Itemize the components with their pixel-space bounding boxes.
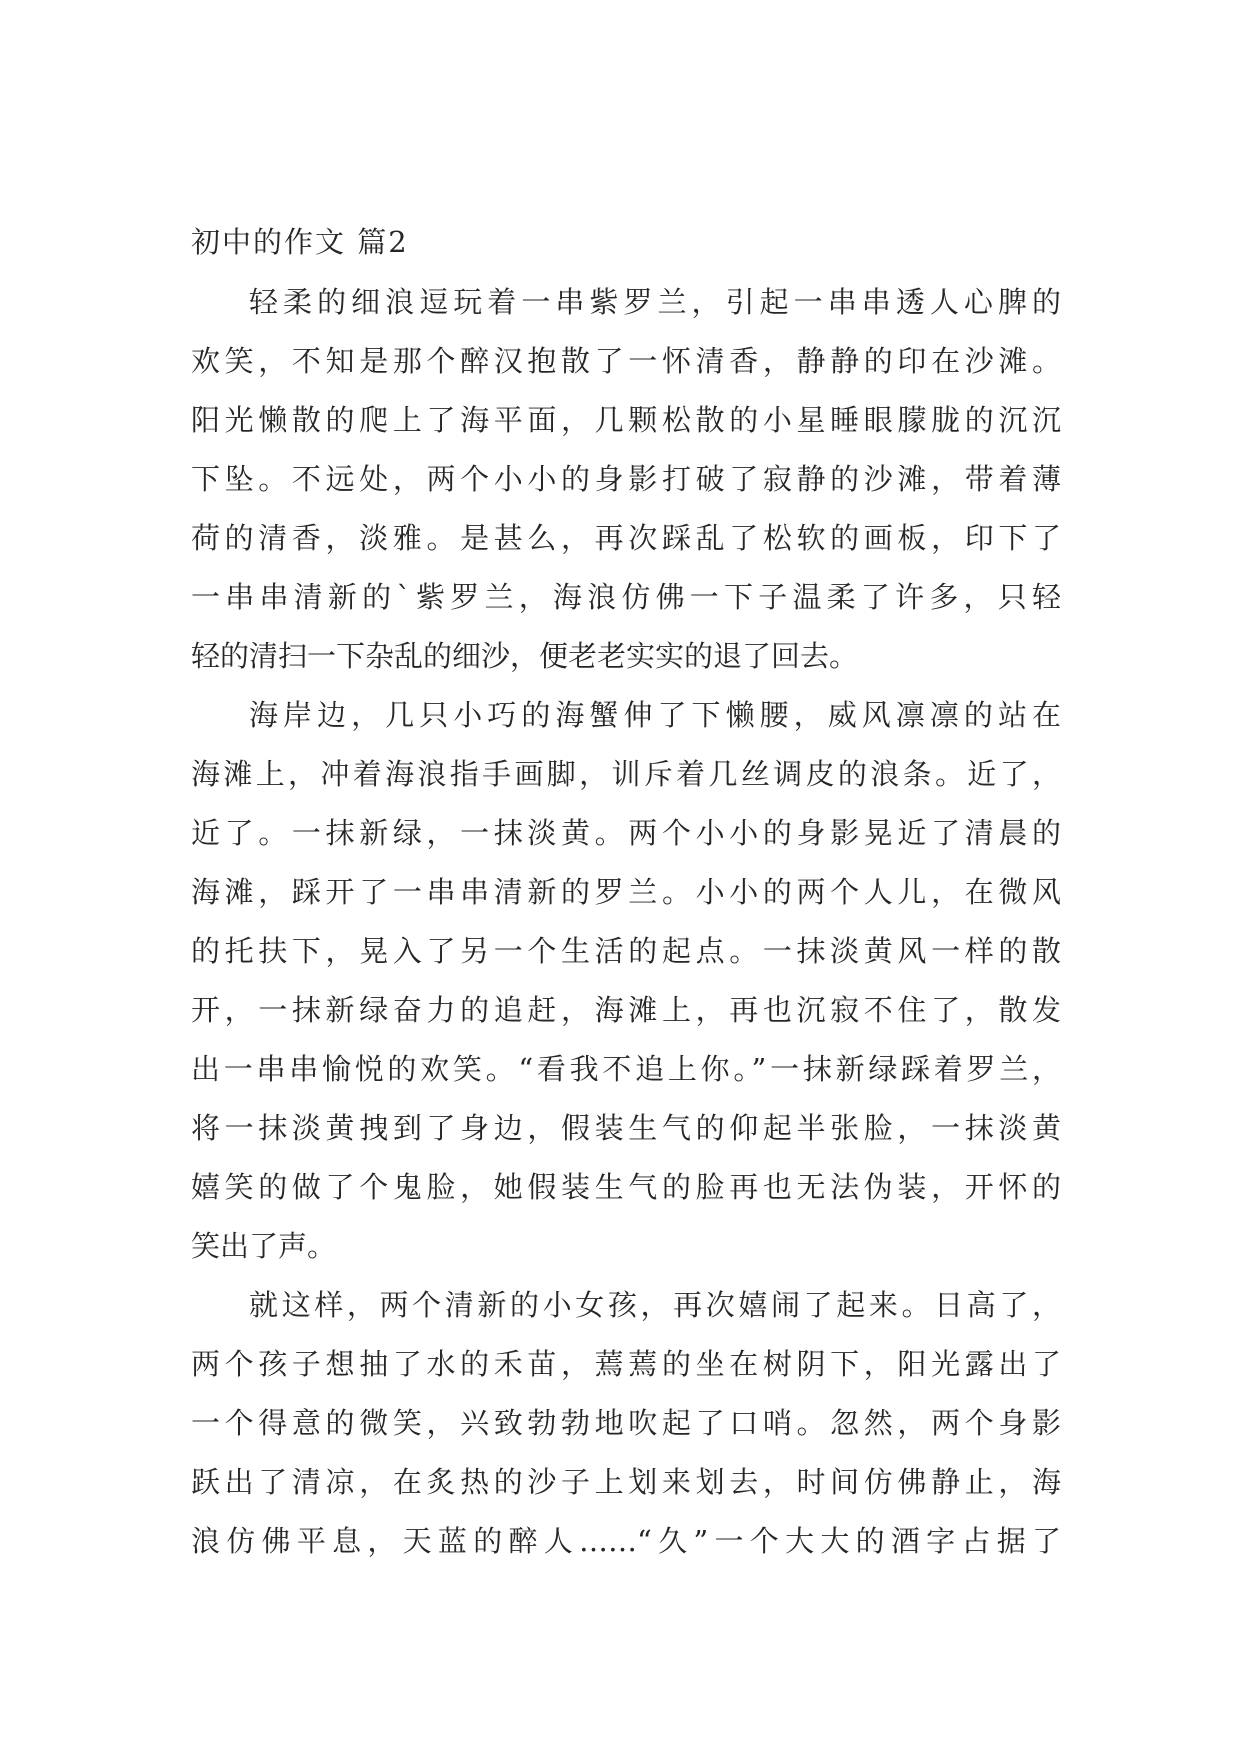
text-line: 轻柔的细浪逗玩着一串紫罗兰，引起一串串透人心脾的 (249, 285, 1061, 319)
text-line: 一串串清新的`紫罗兰，海浪仿佛一下子温柔了许多，只轻 (191, 580, 1061, 614)
text-line: 笑出了声。 (191, 1229, 337, 1263)
text-line: 轻的清扫一下杂乱的细沙，便老老实实的退了回去。 (191, 639, 859, 673)
text-line: 跃出了清凉，在炙热的沙子上划来划去，时间仿佛静止，海 (191, 1465, 1061, 1499)
text-line: 将一抹淡黄拽到了身边，假装生气的仰起半张脸，一抹淡黄 (191, 1111, 1061, 1145)
text-line: 海滩，踩开了一串串清新的罗兰。小小的两个人儿，在微风 (191, 875, 1061, 909)
text-line: 开，一抹新绿奋力的追赶，海滩上，再也沉寂不住了，散发 (191, 993, 1061, 1027)
text-line: 阳光懒散的爬上了海平面，几颗松散的小星睡眼朦胧的沉沉 (191, 403, 1061, 437)
text-line: 两个孩子想抽了水的禾苗，蔫蔫的坐在树阴下，阳光露出了 (191, 1347, 1061, 1381)
text-line: 欢笑，不知是那个醉汉抱散了一怀清香，静静的印在沙滩。 (191, 344, 1061, 378)
paragraph-3 (191, 1285, 1061, 1580)
text-line: 一个得意的微笑，兴致勃勃地吹起了口哨。忽然，两个身影 (191, 1406, 1061, 1440)
text-line: 海岸边，几只小巧的海蟹伸了下懒腰，威风凛凛的站在 (249, 698, 1061, 732)
document-heading: 初中的作文 篇2 (191, 225, 409, 259)
text-line: 荷的清香，淡雅。是甚么，再次踩乱了松软的画板，印下了 (191, 521, 1061, 555)
text-line: 嬉笑的做了个鬼脸，她假装生气的脸再也无法伪装，开怀的 (191, 1170, 1061, 1204)
document-body (191, 222, 1061, 1580)
text-line: 浪仿佛平息，天蓝的醉人……“久”一个大大的酒字占据了 (191, 1524, 1061, 1558)
text-line: 近了。一抹新绿，一抹淡黄。两个小小的身影晃近了清晨的 (191, 816, 1061, 850)
text-line: 下坠。不远处，两个小小的身影打破了寂静的沙滩，带着薄 (191, 462, 1061, 496)
paragraph-1 (191, 282, 1061, 695)
text-line: 海滩上，冲着海浪指手画脚，训斥着几丝调皮的浪条。近了， (191, 757, 1061, 791)
text-line: 就这样，两个清新的小女孩，再次嬉闹了起来。日高了， (249, 1288, 1061, 1322)
text-line: 出一串串愉悦的欢笑。“看我不追上你。”一抹新绿踩着罗兰， (191, 1052, 1061, 1086)
paragraph-2 (191, 695, 1061, 1285)
text-line: 的托扶下，晃入了另一个生活的起点。一抹淡黄风一样的散 (191, 934, 1061, 968)
